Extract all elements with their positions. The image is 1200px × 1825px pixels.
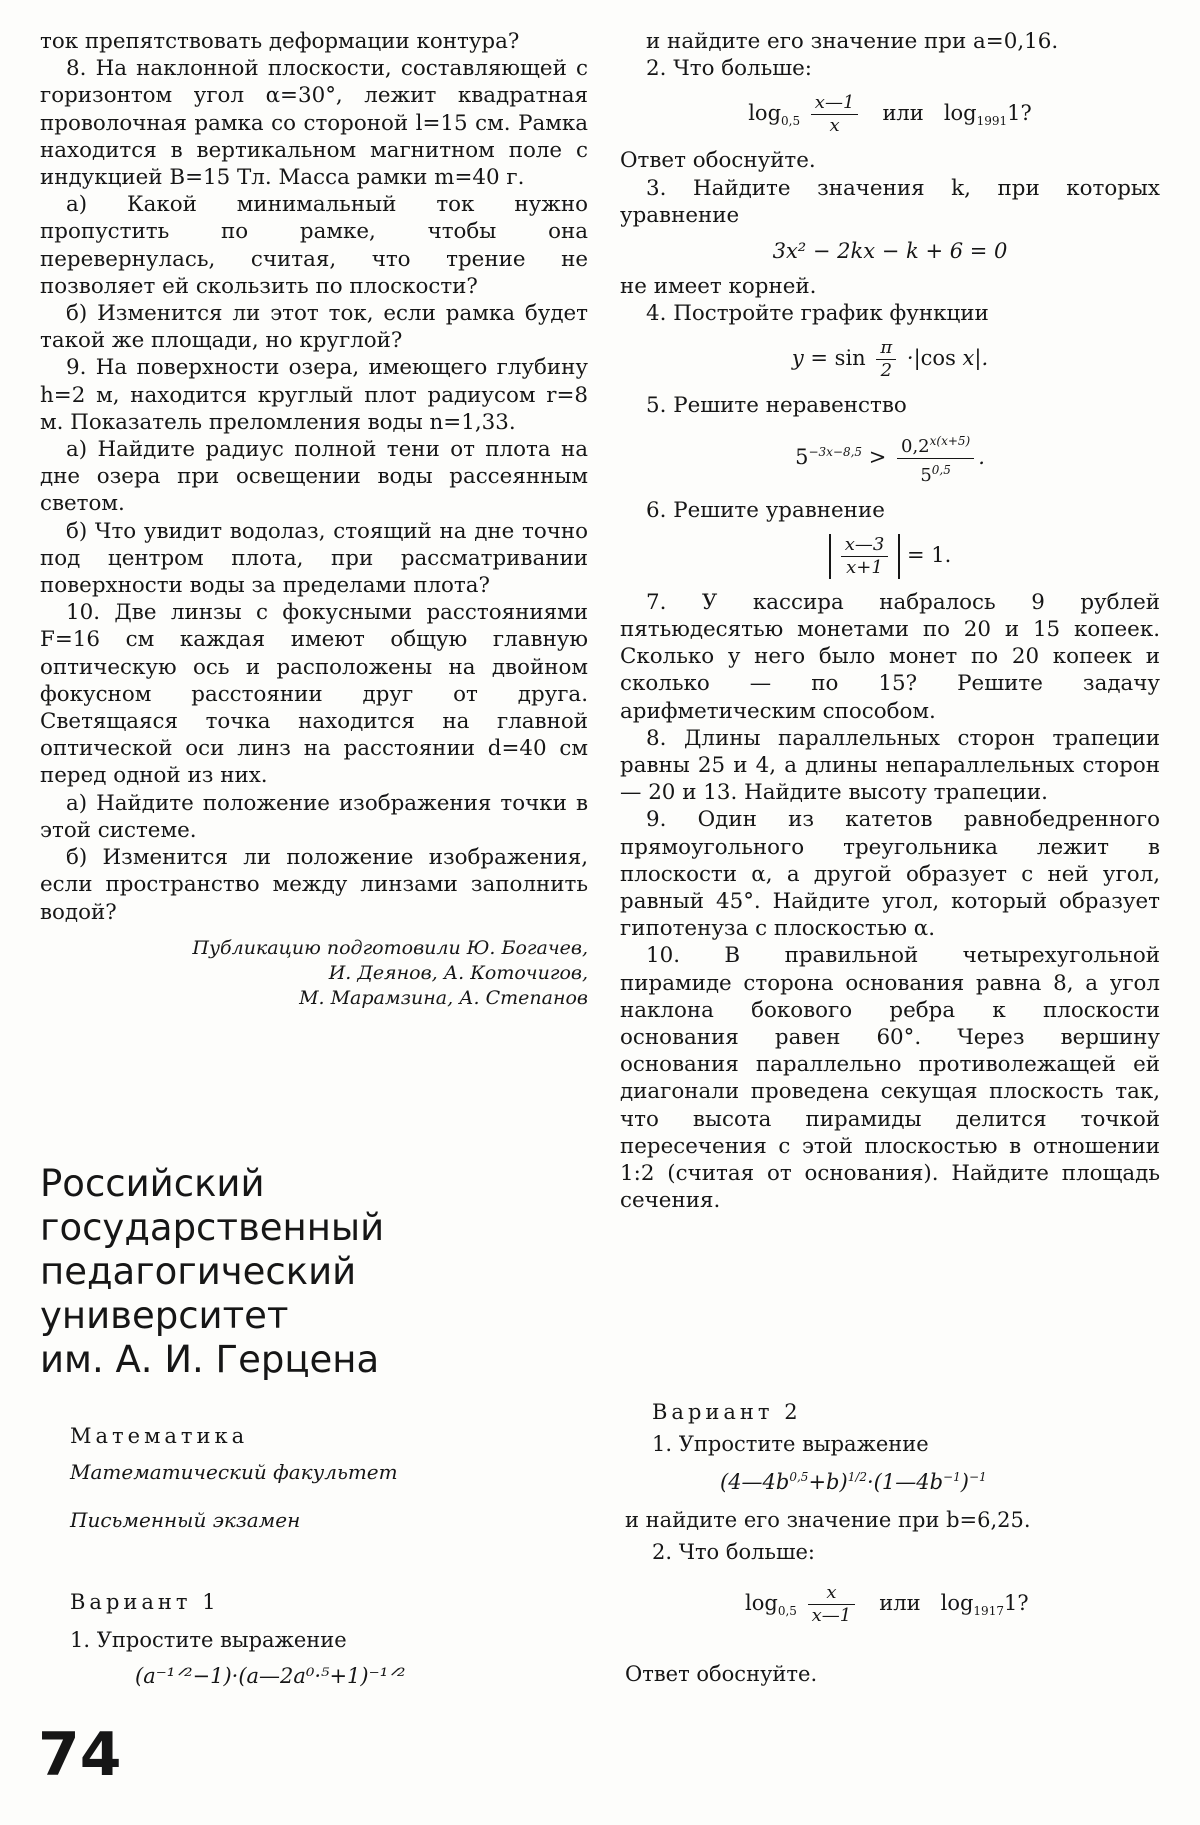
problem-9: 9. На поверхности озера, имеющего глубину h=2 м, находится круглый плот радиусом r=8 м. Показатель преломления воды n=1,33. xyxy=(40,355,588,435)
q5-formula: $5^{-3x-8,5}$ > $\frac{0,2^{x(x+5)}}{5^{0,5}}$ . xyxy=(620,430,1160,487)
heading-line: им. А. И. Герцена xyxy=(40,1338,380,1381)
page-number: 74 xyxy=(38,1720,122,1790)
q6-formula: $\frac{x—3}{x+1}$ = 1. xyxy=(620,534,1160,579)
exam-type-label: Письменный экзамен xyxy=(70,1508,301,1532)
q9: 9. Один из катетов равнобедренного прямоугольного треугольника лежит в плоскости α, а другой образует с ней угол, равный 45°. Найдите угол, который образует гипотенуза с плоскостью α. xyxy=(620,807,1160,942)
heading-line: педагогический xyxy=(40,1250,357,1293)
q4-formula: y = sin $\frac{\pi}{2}$ ·|cos x|. xyxy=(791,337,989,382)
v2-q1: 1. Упростите выражение xyxy=(652,1432,929,1456)
problem-8: 8. На наклонной плоскости, составляющей с горизонтом угол α=30°, лежит квадратная проволочная рамка со стороной l=15 см. Рамка находится в вертикальном магнитном поле с индукцией B=15 Тл. Масса рамки m=40 г. xyxy=(40,56,588,191)
problem-9b: б) Что увидит водолаз, стоящий на дне точно под центром плота, при рассматривании поверхности воды за пределами плота? xyxy=(40,518,588,599)
q4: 4. Постройте график функции xyxy=(646,301,989,327)
q3: 3. Найдите значения k, при которых уравнение xyxy=(620,175,1160,228)
v2-q1-expression: $(4—4b^{0,5}+b)^{1/2}\cdot(1—4b^{-1})^{-1}$ xyxy=(720,1470,987,1494)
q2-formula: $\log_{0,5}$ $\frac{x—1}{x}$ или $\log_{1991}1$? xyxy=(748,92,1032,137)
credit-line: М. Марамзина, А. Степанов xyxy=(299,986,588,1009)
problem-8a: а) Какой минимальный ток нужно пропустить по рамке, чтобы она перевернулась, считая, что трение не позволяет ей скользить по плоскости? xyxy=(40,192,588,299)
problem-10b: б) Изменится ли положение изображения, если пространство между линзами заполнить водой? xyxy=(40,845,588,925)
heading-line: государственный xyxy=(40,1206,385,1249)
v2-answer: Ответ обоснуйте. xyxy=(625,1662,818,1686)
text-line: ток препятствовать деформации контура? xyxy=(40,29,520,54)
university-heading xyxy=(40,1162,384,1382)
faculty-label: Математический факультет xyxy=(70,1460,398,1484)
v2-q2: 2. Что больше: xyxy=(652,1540,815,1564)
problem-8b: б) Изменится ли этот ток, если рамка будет такой же площади, но круглой? xyxy=(40,301,588,354)
q8: 8. Длины параллельных сторон трапеции равны 25 и 4, а длины непараллельных сторон — 20 и 13. Найдите высоту трапеции. xyxy=(620,725,1160,806)
q2-answer: Ответ обоснуйте. xyxy=(620,148,816,174)
q5: 5. Решите неравенство xyxy=(646,393,907,419)
problem-10a: а) Найдите положение изображения точки в этой системе. xyxy=(40,790,588,843)
credit-line: Публикацию подготовили Ю. Богачев, xyxy=(192,936,588,959)
heading-line: университет xyxy=(40,1294,289,1337)
publication-credits xyxy=(40,936,588,1011)
or-text: или xyxy=(882,101,924,126)
q10: 10. В правильной четырехугольной пирамиде сторона основания равна 8, а угол наклона бокового ребра к плоскости основания равен 60°. Через вершину основания параллельно противолежащей ей диагонали проведена секущая плоскость так, что высота пирамиды делится точкой пересечения с этой плоскостью в отношении 1:2 (считая от основания). Найдите площадь сечения. xyxy=(620,943,1160,1214)
q3-formula: 3x² − 2kx − k + 6 = 0 xyxy=(772,239,1008,264)
q7: 7. У кассира набралось 9 рублей пятьюдесятью монетами по 20 и 15 копеек. Сколько у него было монет по 20 копеек и сколько — по 15? Решите задачу арифметическим способом. xyxy=(620,589,1160,724)
heading-line: Российский xyxy=(40,1162,265,1205)
q1-tail: и найдите его значение при a=0,16. xyxy=(646,29,1059,54)
right-column xyxy=(620,28,1160,1215)
v1-q1-expression: (a⁻¹ᐟ²−1)·(a—2a⁰·⁵+1)⁻¹ᐟ² xyxy=(135,1664,406,1688)
q3-tail: не имеет корней. xyxy=(620,274,817,300)
left-column xyxy=(40,28,588,1011)
v2-q2-formula: $\log_{0,5}$ $\frac{x}{x—1}$ или $\log_{1917}1$? xyxy=(745,1582,1029,1626)
or-text: или xyxy=(879,1591,921,1615)
q2: 2. Что больше: xyxy=(646,56,812,82)
v2-q1-tail: и найдите его значение при b=6,25. xyxy=(625,1508,1031,1532)
credit-line: И. Деянов, А. Коточигов, xyxy=(328,961,588,984)
variant-2-label: Вариант 2 xyxy=(652,1400,802,1424)
v1-q1: 1. Упростите выражение xyxy=(70,1628,347,1652)
problem-9a: а) Найдите радиус полной тени от плота на дне озера при освещении воды рассеянным светом. xyxy=(40,437,588,517)
problem-10: 10. Две линзы с фокусными расстояниями F=16 см каждая имеют общую главную оптическую ось и расположены на двойном фокусном расстоянии друг от друга. Светящаяся точка находится на главной оптической оси линз на расстоянии d=40 см перед одной из них. xyxy=(40,600,588,789)
q6: 6. Решите уравнение xyxy=(646,497,885,523)
variant-1-label: Вариант 1 xyxy=(70,1590,220,1614)
subject-label: Математика xyxy=(70,1424,249,1448)
